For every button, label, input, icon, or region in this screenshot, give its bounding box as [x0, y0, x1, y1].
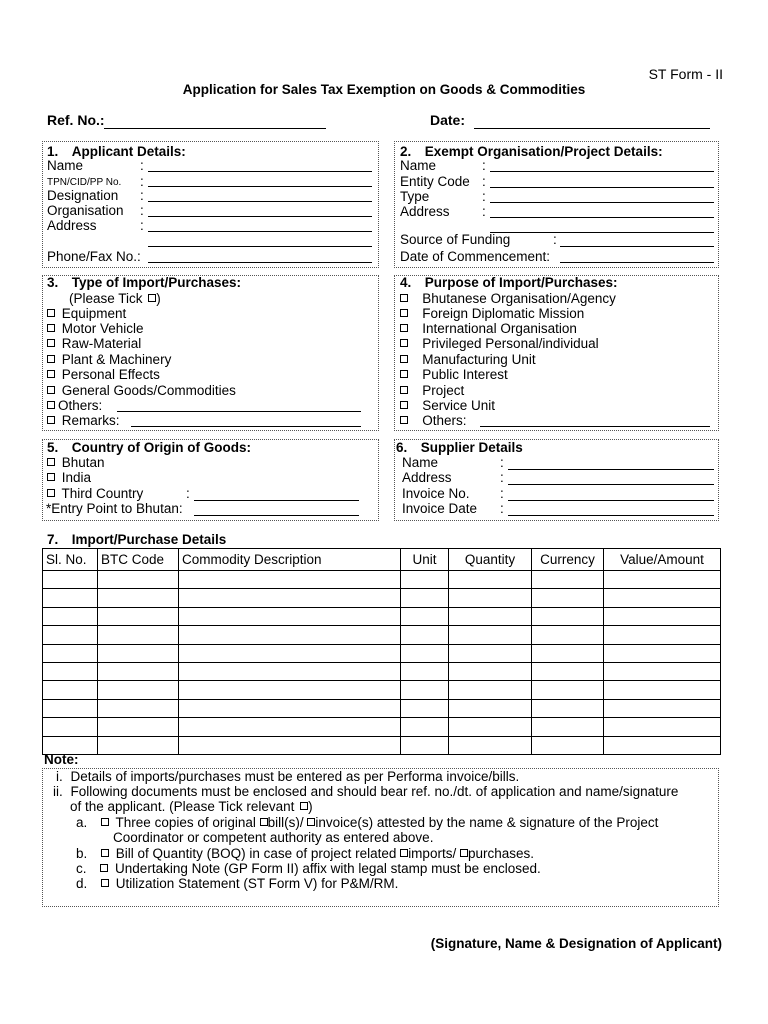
checkbox-icon[interactable] — [47, 473, 55, 481]
table-cell[interactable] — [532, 699, 604, 717]
table-cell[interactable] — [98, 607, 179, 625]
table-row — [43, 589, 721, 607]
origin-label: Third Country — [61, 486, 144, 501]
table-cell[interactable] — [532, 626, 604, 644]
table-cell[interactable] — [98, 718, 179, 736]
checkbox-icon[interactable] — [47, 355, 55, 363]
table-cell[interactable] — [532, 662, 604, 680]
table-cell[interactable] — [43, 718, 98, 736]
import-type-label: General Goods/Commodities — [61, 383, 236, 398]
colon: : — [500, 486, 504, 501]
supplier-name-label: Name — [402, 455, 439, 470]
import-type-others[interactable] — [47, 398, 102, 414]
colon: : — [186, 486, 190, 501]
table-row — [43, 626, 721, 644]
table-cell[interactable] — [604, 662, 721, 680]
column-header-currency: Currency — [532, 549, 604, 571]
org-name-field[interactable] — [490, 171, 714, 172]
table-cell[interactable] — [98, 681, 179, 699]
applicant-phone-label: Phone/Fax No.: — [47, 249, 141, 264]
table-cell[interactable] — [43, 571, 98, 589]
supplier-invoice-no-field[interactable] — [508, 500, 714, 501]
table-row — [43, 681, 721, 699]
colon: : — [482, 158, 486, 173]
import-type-equipment[interactable] — [47, 306, 126, 322]
origin-third-country[interactable] — [47, 486, 143, 502]
import-type-raw-material[interactable] — [47, 336, 141, 352]
applicant-name-label: Name — [47, 158, 84, 173]
checkbox-icon[interactable] — [101, 818, 109, 826]
note-item-c — [76, 861, 541, 877]
date-label: Date: — [430, 112, 466, 128]
table-cell[interactable] — [532, 589, 604, 607]
table-row — [43, 662, 721, 680]
applicant-organisation-label: Organisation — [47, 203, 124, 218]
table-cell[interactable] — [401, 662, 449, 680]
supplier-address-field[interactable] — [508, 484, 714, 485]
table-cell[interactable] — [401, 699, 449, 717]
checkbox-icon[interactable] — [400, 355, 408, 363]
tick-note-text: (Please Tick — [69, 291, 143, 306]
tick-note — [69, 291, 161, 307]
org-entity-code-field[interactable] — [490, 187, 714, 188]
import-type-remarks-field[interactable] — [131, 426, 361, 427]
note-item-ii-continued — [70, 799, 313, 815]
note-text: Three copies of original — [115, 815, 256, 830]
checkbox-icon — [300, 802, 308, 810]
applicant-designation-label: Designation — [47, 188, 119, 203]
checkbox-icon[interactable] — [47, 489, 55, 497]
checkbox-icon[interactable] — [47, 386, 55, 394]
checkbox-icon[interactable] — [47, 401, 55, 409]
note-item-a-continued — [113, 830, 433, 846]
table-cell[interactable] — [532, 718, 604, 736]
checkbox-icon[interactable] — [400, 401, 408, 409]
purpose-label: Foreign Diplomatic Mission — [422, 306, 585, 321]
table-row — [43, 736, 721, 754]
column-header-quantity: Quantity — [449, 549, 532, 571]
purpose-service-unit[interactable] — [400, 398, 495, 414]
table-cell[interactable] — [449, 699, 532, 717]
checkbox-icon[interactable] — [400, 386, 408, 394]
import-type-label: Personal Effects — [61, 367, 160, 382]
purpose-heading: 4. Purpose of Import/Purchases: — [400, 275, 618, 290]
table-cell[interactable] — [98, 736, 179, 754]
table-cell[interactable] — [532, 571, 604, 589]
note-text: purchases. — [467, 846, 535, 861]
purpose-bhutanese-org[interactable] — [400, 291, 616, 307]
table-row — [43, 607, 721, 625]
note-marker: c. — [76, 861, 87, 876]
import-type-heading: 3. Type of Import/Purchases: — [47, 275, 242, 290]
colon: : — [482, 174, 486, 189]
note-text: Following documents must be enclosed and should bear ref. no./dt. of application and name/signature — [70, 784, 679, 799]
table-cell[interactable] — [401, 644, 449, 662]
table-cell[interactable] — [401, 607, 449, 625]
note-item-i — [56, 769, 519, 785]
purpose-public-interest[interactable] — [400, 367, 508, 383]
note-text: Bill of Quantity (BOQ) in case of project related — [115, 846, 397, 861]
table-cell[interactable] — [98, 589, 179, 607]
note-marker: ii. — [53, 784, 63, 799]
note-label: Note: — [44, 752, 79, 767]
supplier-invoice-no-label: Invoice No. — [402, 486, 470, 501]
import-type-label: Others: — [58, 398, 103, 413]
supplier-details-heading: 6. Supplier Details — [396, 440, 523, 455]
checkbox-icon[interactable] — [101, 879, 109, 887]
country-of-origin-heading: 5. Country of Origin of Goods: — [47, 440, 251, 455]
table-cell[interactable] — [449, 718, 532, 736]
purpose-label: Bhutanese Organisation/Agency — [422, 291, 616, 306]
table-cell[interactable] — [449, 571, 532, 589]
purpose-project[interactable] — [400, 383, 464, 399]
checkbox-icon[interactable] — [400, 416, 408, 424]
third-country-field[interactable] — [194, 500, 359, 501]
checkbox-icon[interactable] — [400, 294, 408, 302]
table-cell[interactable] — [179, 681, 401, 699]
column-header-btc-code: BTC Code — [98, 549, 179, 571]
date-field[interactable] — [474, 128, 710, 129]
table-cell[interactable] — [43, 626, 98, 644]
signature-label: (Signature, Name & Designation of Applicant) — [430, 936, 722, 951]
table-cell[interactable] — [179, 644, 401, 662]
import-type-remarks[interactable] — [47, 413, 120, 429]
note-text: Utilization Statement (ST Form V) for P&M/RM. — [115, 876, 399, 891]
org-entity-code-label: Entity Code — [400, 174, 470, 189]
table-cell[interactable] — [604, 699, 721, 717]
table-cell[interactable] — [179, 699, 401, 717]
checkbox-icon[interactable] — [400, 309, 408, 317]
source-of-funding-label: Source of Funding — [400, 232, 511, 247]
table-body — [43, 571, 721, 755]
table-cell[interactable] — [449, 607, 532, 625]
table-row — [43, 571, 721, 589]
org-address-field-2[interactable] — [490, 232, 714, 233]
colon: : — [482, 189, 486, 204]
entry-point-field[interactable] — [194, 515, 359, 516]
note-item-d — [76, 876, 398, 892]
import-type-personal-effects[interactable] — [47, 367, 160, 383]
purpose-label: Manufacturing Unit — [422, 352, 536, 367]
table-cell[interactable] — [604, 681, 721, 699]
table-cell[interactable] — [179, 662, 401, 680]
checkbox-icon[interactable] — [101, 849, 109, 857]
note-text: of the applicant. (Please Tick relevant — [70, 799, 295, 814]
colon: : — [140, 218, 144, 233]
colon: : — [500, 455, 504, 470]
table-cell[interactable] — [179, 718, 401, 736]
form-title: Application for Sales Tax Exemption on Goods & Commodities — [182, 82, 586, 97]
applicant-details-heading: 1. Applicant Details: — [47, 144, 186, 159]
checkbox-icon[interactable] — [400, 324, 408, 332]
colon: : — [500, 470, 504, 485]
purpose-privileged-personal[interactable] — [400, 336, 599, 352]
supplier-invoice-date-label: Invoice Date — [402, 501, 478, 516]
purpose-label: International Organisation — [422, 321, 577, 336]
applicant-tpn-field[interactable] — [148, 186, 372, 187]
note-marker: d. — [76, 876, 88, 891]
import-type-plant-machinery[interactable] — [47, 352, 171, 368]
table-cell[interactable] — [98, 626, 179, 644]
column-header-value-amount: Value/Amount — [604, 549, 721, 571]
applicant-tpn-label: TPN/CID/PP No. — [47, 177, 122, 188]
org-name-label: Name — [400, 158, 437, 173]
table-cell[interactable] — [604, 626, 721, 644]
colon: : — [140, 174, 144, 189]
table-cell[interactable] — [43, 589, 98, 607]
org-address-field[interactable] — [490, 217, 714, 218]
table-cell[interactable] — [532, 736, 604, 754]
table-cell[interactable] — [449, 736, 532, 754]
checkbox-icon[interactable] — [400, 370, 408, 378]
column-header-unit: Unit — [401, 549, 449, 571]
import-type-label: Motor Vehicle — [61, 321, 144, 336]
source-of-funding-field[interactable] — [560, 246, 714, 247]
table-header-row — [43, 549, 721, 571]
table-cell[interactable] — [604, 571, 721, 589]
import-type-general-goods[interactable] — [47, 383, 236, 399]
colon: : — [500, 501, 504, 516]
purpose-foreign-diplomatic[interactable] — [400, 306, 584, 322]
checkbox-icon[interactable] — [307, 818, 315, 826]
note-marker: b. — [76, 846, 88, 861]
origin-label: India — [61, 470, 92, 485]
table-cell[interactable] — [532, 644, 604, 662]
table-cell[interactable] — [401, 589, 449, 607]
checkbox-icon[interactable] — [47, 309, 55, 317]
checkbox-icon[interactable] — [100, 864, 108, 872]
tick-note-close: ) — [156, 291, 161, 306]
supplier-address-label: Address — [402, 470, 452, 485]
note-marker: i. — [56, 769, 63, 784]
origin-india[interactable] — [47, 470, 91, 486]
column-header-commodity-description: Commodity Description — [179, 549, 401, 571]
table-row — [43, 699, 721, 717]
applicant-address-field-2[interactable] — [148, 246, 372, 247]
import-type-others-field[interactable] — [117, 411, 361, 412]
table-cell[interactable] — [43, 644, 98, 662]
checkbox-icon[interactable] — [460, 849, 468, 857]
purpose-manufacturing-unit[interactable] — [400, 352, 536, 368]
checkbox-icon[interactable] — [260, 818, 268, 826]
note-item-b — [76, 846, 534, 862]
table-cell[interactable] — [401, 736, 449, 754]
supplier-invoice-date-field[interactable] — [508, 515, 714, 516]
table-cell[interactable] — [179, 571, 401, 589]
checkbox-icon — [148, 294, 156, 302]
table-cell[interactable] — [604, 718, 721, 736]
import-type-motor-vehicle[interactable] — [47, 321, 144, 337]
colon: : — [482, 204, 486, 219]
table-cell[interactable] — [179, 607, 401, 625]
table-cell[interactable] — [604, 589, 721, 607]
applicant-address-label: Address — [47, 218, 97, 233]
table-cell[interactable] — [179, 736, 401, 754]
colon: : — [140, 188, 144, 203]
applicant-name-field[interactable] — [148, 171, 372, 172]
note-text: Coordinator or competent authority as entered above. — [113, 830, 434, 845]
table-row — [43, 644, 721, 662]
ref-no-label: Ref. No.: — [47, 112, 105, 128]
purpose-international-org[interactable] — [400, 321, 577, 337]
org-address-label: Address — [400, 204, 450, 219]
colon: : — [553, 232, 557, 247]
table-cell[interactable] — [179, 589, 401, 607]
checkbox-icon[interactable] — [47, 370, 55, 378]
table-cell[interactable] — [401, 626, 449, 644]
purchase-details-table — [42, 548, 721, 755]
table-cell[interactable] — [98, 571, 179, 589]
table-cell[interactable] — [604, 607, 721, 625]
applicant-phone-field[interactable] — [148, 262, 372, 263]
table-cell[interactable] — [532, 607, 604, 625]
import-type-label: Remarks: — [61, 413, 120, 428]
checkbox-icon[interactable] — [47, 339, 55, 347]
applicant-address-field[interactable] — [148, 231, 372, 232]
import-type-label: Plant & Machinery — [61, 352, 172, 367]
import-type-label: Equipment — [61, 306, 127, 321]
note-item-a — [76, 815, 658, 831]
ref-no-field[interactable] — [104, 128, 326, 129]
table-cell[interactable] — [43, 662, 98, 680]
table-cell[interactable] — [43, 681, 98, 699]
applicant-organisation-field[interactable] — [148, 216, 372, 217]
org-type-field[interactable] — [490, 202, 714, 203]
note-marker: a. — [76, 815, 88, 830]
table-cell[interactable] — [604, 644, 721, 662]
colon: : — [140, 158, 144, 173]
purpose-others-field[interactable] — [480, 426, 710, 427]
note-text: bill(s)/ — [267, 815, 304, 830]
table-cell[interactable] — [449, 681, 532, 699]
note-text: Undertaking Note (GP Form II) affix with legal stamp must be enclosed. — [115, 861, 541, 876]
origin-label: Bhutan — [61, 455, 105, 470]
table-cell[interactable] — [449, 662, 532, 680]
table-cell[interactable] — [98, 644, 179, 662]
supplier-name-field[interactable] — [508, 469, 714, 470]
purpose-label: Service Unit — [422, 398, 496, 413]
table-cell[interactable] — [98, 699, 179, 717]
table-cell[interactable] — [43, 699, 98, 717]
purpose-label: Public Interest — [422, 367, 508, 382]
checkbox-icon[interactable] — [47, 416, 55, 424]
date-of-commencement-label: Date of Commencement: — [400, 249, 551, 264]
form-id: ST Form - II — [648, 66, 723, 82]
table-cell[interactable] — [532, 681, 604, 699]
table-cell[interactable] — [449, 644, 532, 662]
purchase-details-heading: 7. Import/Purchase Details — [47, 532, 227, 547]
note-text: ) — [308, 799, 313, 814]
exempt-organisation-heading: 2. Exempt Organisation/Project Details: — [400, 144, 663, 159]
org-type-label: Type — [400, 189, 430, 204]
checkbox-icon[interactable] — [400, 849, 408, 857]
table-cell[interactable] — [401, 571, 449, 589]
note-text: Details of imports/purchases must be entered as per Performa invoice/bills. — [70, 769, 520, 784]
note-text: imports/ — [408, 846, 457, 861]
checkbox-icon[interactable] — [47, 324, 55, 332]
origin-bhutan[interactable] — [47, 455, 105, 471]
table-cell[interactable] — [401, 718, 449, 736]
table-cell[interactable] — [449, 589, 532, 607]
purpose-label: Privileged Personal/individual — [422, 336, 599, 351]
table-cell[interactable] — [179, 626, 401, 644]
table-row — [43, 718, 721, 736]
note-text: invoice(s) attested by the name & signature of the Project — [315, 815, 659, 830]
checkbox-icon[interactable] — [47, 458, 55, 466]
import-type-label: Raw-Material — [61, 336, 142, 351]
purpose-others[interactable] — [400, 413, 467, 429]
purpose-label: Others: — [422, 413, 467, 428]
checkbox-icon[interactable] — [400, 339, 408, 347]
table-cell[interactable] — [449, 626, 532, 644]
colon: : — [140, 203, 144, 218]
table-cell[interactable] — [98, 662, 179, 680]
date-of-commencement-field[interactable] — [560, 262, 714, 263]
table-cell[interactable] — [604, 736, 721, 754]
entry-point-label: *Entry Point to Bhutan: — [46, 501, 183, 516]
note-item-ii — [53, 784, 678, 800]
table-cell[interactable] — [43, 607, 98, 625]
column-header-sl-no: Sl. No. — [43, 549, 98, 571]
table-cell[interactable] — [401, 681, 449, 699]
applicant-designation-field[interactable] — [148, 201, 372, 202]
purpose-label: Project — [422, 383, 465, 398]
